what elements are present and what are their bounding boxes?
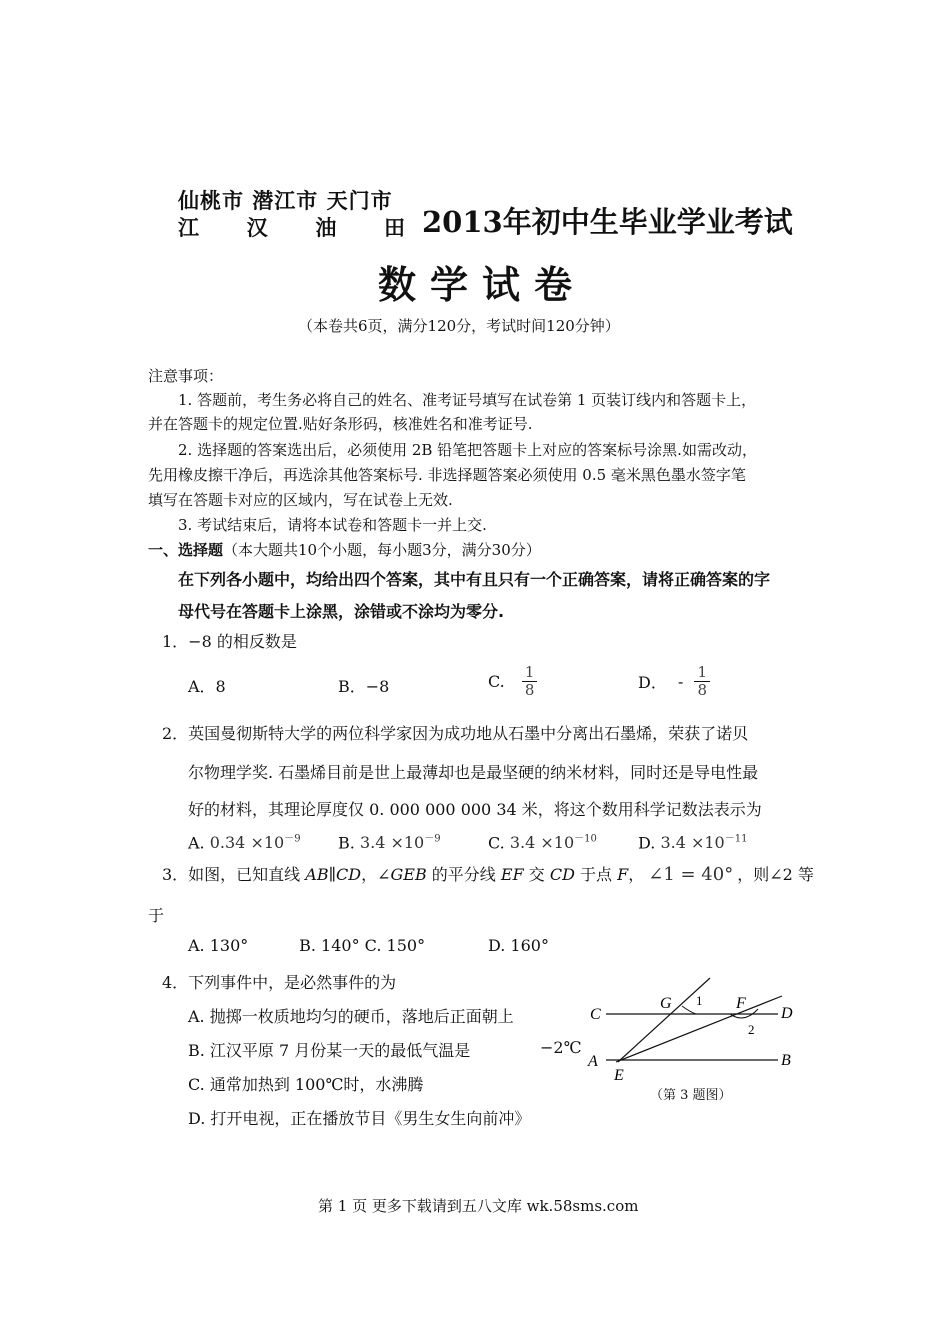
section-note: （本大题共10个小题，每小题3分，满分30分） — [223, 541, 541, 559]
label-b: B — [781, 1052, 791, 1069]
option-label: D. — [638, 833, 656, 853]
question-2-option-c — [488, 830, 597, 852]
label-e: E — [614, 1067, 624, 1084]
question-4-option-b: B. 江汉平原 7 月份某一天的最低气温是 — [188, 1041, 471, 1060]
option-label: B. — [338, 833, 355, 853]
sci-exponent: －11 — [724, 834, 748, 845]
question-4-stem: 4．下列事件中，是必然事件的为 — [162, 973, 397, 992]
angle-equation: ∠1 = 40° — [648, 864, 734, 885]
fraction-numerator: 1 — [522, 664, 538, 682]
question-3-option-d: D. 160° — [488, 936, 549, 955]
notes-line: 1. 答题前，考生务必将自己的姓名、准考证号填写在试卷第 1 页装订线内和答题卡上， — [178, 391, 757, 409]
line-eg — [618, 978, 710, 1062]
label-g: G — [660, 995, 672, 1012]
section-title: 一、选择题 — [148, 541, 224, 559]
label-f: F — [736, 995, 746, 1012]
label-a: A — [588, 1053, 598, 1070]
notes-line: 2. 选择题的答案选出后，必须使用 2B 铅笔把答题卡上对应的答案标号涂黑.如需改动， — [178, 441, 757, 459]
question-3-stem-continued: 于 — [148, 906, 165, 925]
label-angle-1: 1 — [696, 993, 703, 1008]
city-names-line1: 仙桃市 潜江市 天门市 — [178, 188, 393, 213]
question-4-temperature: −2℃ — [540, 1038, 582, 1057]
question-1-option-a: A．8 — [188, 677, 226, 696]
angle-1-arc — [682, 1006, 696, 1014]
sci-base: 3.4 ×10 — [359, 833, 425, 853]
minus-sign: - — [677, 672, 684, 691]
sci-notation — [210, 833, 301, 852]
sci-base: 0.34 ×10 — [209, 833, 285, 853]
notes-line: 先用橡皮擦干净后，再选涂其他答案标号. 非选择题答案必须使用 0.5 毫米黑色墨水签字笔 — [148, 466, 746, 484]
fraction-denominator: 8 — [697, 681, 707, 699]
stem-text: ，则∠2 等 — [737, 865, 814, 884]
stem-text: ， — [628, 865, 645, 884]
math-var: F — [617, 865, 629, 884]
math-var: EF — [500, 865, 524, 884]
label-angle-2: 2 — [748, 1022, 755, 1037]
notes-heading: 注意事项： — [148, 367, 224, 385]
label-c: C — [590, 1006, 601, 1023]
exam-subtitle: （本卷共6页，满分120分，考试时间120分钟） — [298, 317, 620, 335]
sci-exponent: －9 — [424, 834, 441, 845]
math-var: GEB — [390, 865, 427, 884]
city-names-line2 — [178, 212, 406, 242]
fraction — [694, 664, 710, 699]
label-d: D — [781, 1005, 793, 1022]
stem-text: ，∠ — [361, 865, 391, 884]
sci-notation — [510, 833, 597, 852]
sci-notation — [360, 833, 441, 852]
question-1-option-d — [638, 664, 710, 699]
stem-text: 于点 — [574, 865, 618, 884]
question-2-line: 尔物理学奖. 石墨烯目前是世上最薄却也是最坚硬的纳米材料，同时还是导电性最 — [188, 763, 759, 782]
sci-exponent: －10 — [574, 834, 597, 845]
question-1-stem: 1．−8 的相反数是 — [162, 632, 297, 651]
option-label: A. — [188, 833, 205, 853]
sci-base: 3.4 ×10 — [509, 833, 575, 853]
fraction-denominator: 8 — [524, 681, 535, 699]
stem-text: 交 — [523, 865, 550, 884]
question-2-line: 好的材料，其理论厚度仅 0. 000 000 000 34 米，将这个数用科学记数法表示为 — [188, 800, 762, 819]
question-4-option-d: D. 打开电视，正在播放节目《男生女生向前冲》 — [188, 1109, 531, 1128]
section-instructions-line2: 母代号在答题卡上涂黑，涂错或不涂均为零分. — [178, 602, 505, 621]
notes-line: 填写在答题卡对应的区域内，写在试卷上无效. — [148, 491, 453, 509]
question-2-line: 2．英国曼彻斯特大学的两位科学家因为成功地从石墨中分离出石墨烯，荣获了诺贝 — [162, 724, 749, 743]
question-3-options: A. 130° B. 140° C. 150° — [188, 936, 426, 955]
sci-notation — [660, 833, 747, 852]
question-1-option-b: B．−8 — [338, 677, 390, 696]
option-label: C. — [488, 672, 505, 691]
figure-caption: （第 3 题图） — [650, 1088, 732, 1103]
fraction — [522, 664, 538, 699]
question-2-option-d — [638, 830, 747, 852]
city-char: 油 — [315, 215, 338, 240]
fraction-numerator: 1 — [694, 664, 710, 682]
page-footer: 第 1 页 更多下载请到五八文库 wk.58sms.com — [318, 1197, 639, 1215]
option-label: C. — [488, 833, 505, 853]
question-3-stem — [162, 862, 814, 885]
notes-line: 3. 考试结束后，请将本试卷和答题卡一并上交. — [178, 516, 487, 534]
question-4-option-a: A. 抛掷一枚质地均匀的硬币，落地后正面朝上 — [188, 1007, 514, 1026]
subject-title: 数学试卷 — [378, 262, 587, 307]
notes-line: 并在答题卡的规定位置.贴好条形码，核准姓名和准考证号. — [148, 415, 533, 433]
question-2-option-b — [338, 830, 441, 852]
section-instructions-line1: 在下列各小题中，均给出四个答案，其中有且只有一个正确答案，请将正确答案的字 — [178, 570, 771, 589]
math-var: CD — [549, 865, 575, 884]
question-2-option-a — [188, 830, 301, 852]
option-label: D． — [638, 673, 667, 692]
stem-text: 3．如图，已知直线 — [162, 865, 306, 884]
city-char: 汉 — [246, 215, 269, 240]
sci-exponent: －9 — [284, 834, 301, 845]
exam-title: 2013年初中生毕业学业考试 — [422, 205, 793, 239]
question-1-option-c — [488, 664, 537, 699]
city-char: 田 — [383, 215, 406, 240]
city-char: 江 — [178, 215, 200, 240]
sci-base: 3.4 ×10 — [660, 833, 725, 853]
question-4-option-c: C. 通常加热到 100℃时，水沸腾 — [188, 1075, 424, 1094]
math-var: AB∥CD — [305, 865, 362, 884]
section-heading — [148, 538, 541, 562]
stem-text: 的平分线 — [426, 865, 501, 884]
